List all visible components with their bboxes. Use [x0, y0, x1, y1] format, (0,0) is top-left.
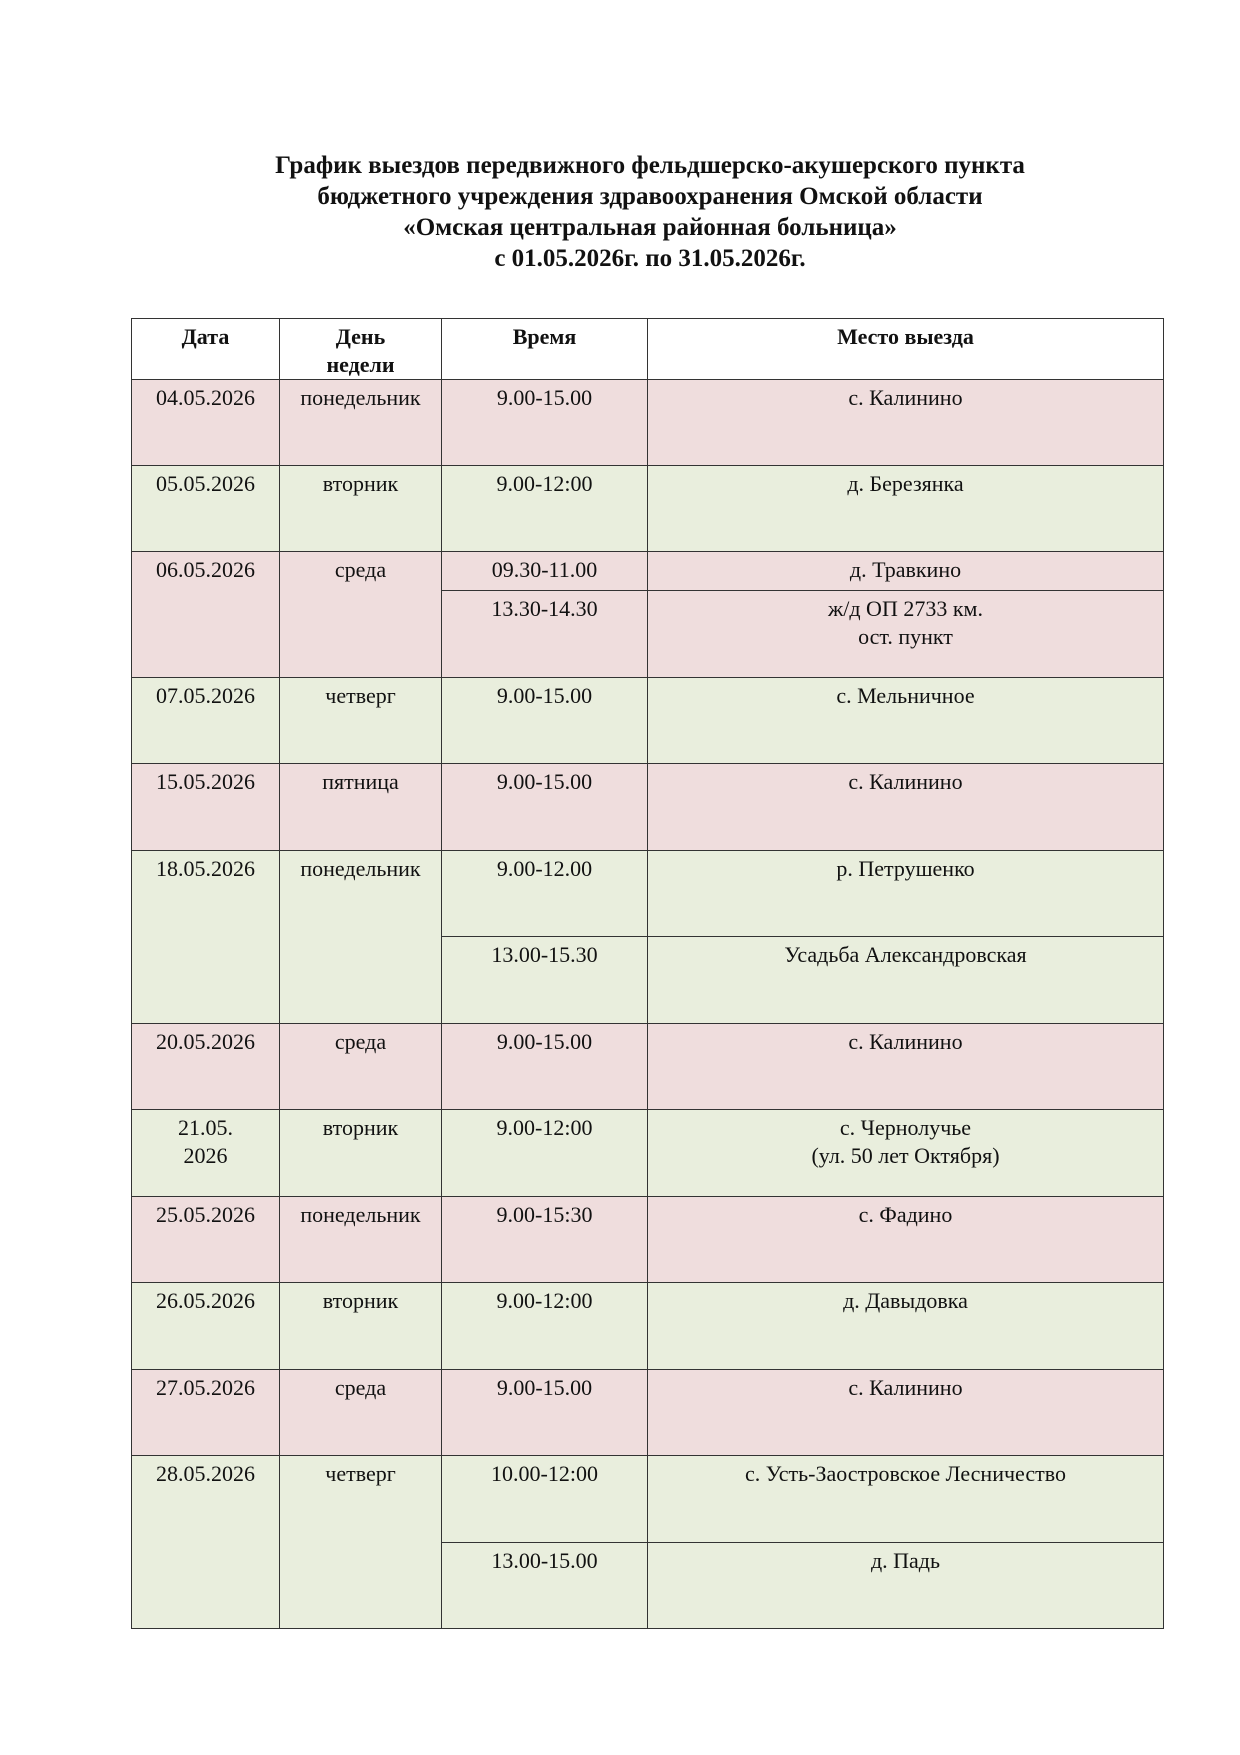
- cell-time: 9.00-12:00: [442, 1283, 648, 1370]
- table-row: [132, 1456, 1164, 1543]
- cell-place: с. Калинино: [648, 380, 1164, 466]
- cell-time: 9.00-15.00: [442, 764, 648, 851]
- cell-time: 9.00-12:00: [442, 466, 648, 552]
- table-row: [132, 1110, 1164, 1197]
- cell-date: 06.05.2026: [132, 552, 280, 678]
- cell-date: 15.05.2026: [132, 764, 280, 851]
- cell-place: д. Травкино: [648, 552, 1164, 591]
- cell-time: 9.00-12.00: [442, 851, 648, 937]
- cell-place: р. Петрушенко: [648, 851, 1164, 937]
- cell-place: д. Падь: [648, 1543, 1164, 1629]
- cell-weekday: четверг: [280, 678, 442, 764]
- header-weekday: День недели: [280, 319, 442, 380]
- cell-date: 18.05.2026: [132, 851, 280, 1024]
- cell-date: 26.05.2026: [132, 1283, 280, 1370]
- table-row: [132, 851, 1164, 937]
- cell-date: 05.05.2026: [132, 466, 280, 552]
- title-line-1: График выездов передвижного фельдшерско-акушерского пункта: [275, 152, 1025, 179]
- cell-date: 07.05.2026: [132, 678, 280, 764]
- cell-place: с. Чернолучье (ул. 50 лет Октября): [648, 1110, 1164, 1197]
- table-row: [132, 1283, 1164, 1370]
- document-title: [130, 150, 1170, 274]
- cell-place: с. Калинино: [648, 1024, 1164, 1110]
- cell-time: 13.00-15.00: [442, 1543, 648, 1629]
- cell-place: д. Березянка: [648, 466, 1164, 552]
- cell-place: Усадьба Александровская: [648, 937, 1164, 1024]
- cell-date: 28.05.2026: [132, 1456, 280, 1629]
- table-row: [132, 764, 1164, 851]
- table-header-row: [132, 319, 1164, 380]
- title-line-2: бюджетного учреждения здравоохранения Омской области: [317, 183, 983, 210]
- cell-time: 9.00-12:00: [442, 1110, 648, 1197]
- cell-weekday: среда: [280, 552, 442, 678]
- table-row: [132, 678, 1164, 764]
- cell-time: 9.00-15.00: [442, 1370, 648, 1456]
- cell-place: с. Усть-Заостровское Лесничество: [648, 1456, 1164, 1543]
- cell-time: 13.00-15.30: [442, 937, 648, 1024]
- cell-time: 9.00-15.00: [442, 678, 648, 764]
- cell-weekday: среда: [280, 1024, 442, 1110]
- cell-time: 9.00-15:30: [442, 1197, 648, 1283]
- cell-weekday: понедельник: [280, 1197, 442, 1283]
- cell-place: с. Мельничное: [648, 678, 1164, 764]
- cell-weekday: понедельник: [280, 380, 442, 466]
- cell-place: ж/д ОП 2733 км. ост. пункт: [648, 591, 1164, 678]
- cell-weekday: пятница: [280, 764, 442, 851]
- table-row: [132, 1197, 1164, 1283]
- cell-time: 9.00-15.00: [442, 380, 648, 466]
- header-date: Дата: [132, 319, 280, 380]
- cell-weekday: вторник: [280, 1283, 442, 1370]
- cell-time: 09.30-11.00: [442, 552, 648, 591]
- cell-date: 04.05.2026: [132, 380, 280, 466]
- header-place: Место выезда: [648, 319, 1164, 380]
- cell-weekday: среда: [280, 1370, 442, 1456]
- header-time: Время: [442, 319, 648, 380]
- title-line-3: «Омская центральная районная больница»: [403, 214, 897, 241]
- cell-time: 13.30-14.30: [442, 591, 648, 678]
- cell-date: 27.05.2026: [132, 1370, 280, 1456]
- cell-weekday: понедельник: [280, 851, 442, 1024]
- cell-place: д. Давыдовка: [648, 1283, 1164, 1370]
- table-row: [132, 1370, 1164, 1456]
- cell-weekday: вторник: [280, 1110, 442, 1197]
- cell-place: с. Фадино: [648, 1197, 1164, 1283]
- cell-weekday: вторник: [280, 466, 442, 552]
- title-line-4: с 01.05.2026г. по 31.05.2026г.: [494, 245, 806, 272]
- cell-time: 9.00-15.00: [442, 1024, 648, 1110]
- table-row: [132, 466, 1164, 552]
- table-row: [132, 380, 1164, 466]
- table-row: [132, 1024, 1164, 1110]
- cell-place: с. Калинино: [648, 1370, 1164, 1456]
- cell-time: 10.00-12:00: [442, 1456, 648, 1543]
- schedule-table: [131, 318, 1164, 1629]
- cell-weekday: четверг: [280, 1456, 442, 1629]
- cell-date: 25.05.2026: [132, 1197, 280, 1283]
- cell-date: 21.05. 2026: [132, 1110, 280, 1197]
- cell-place: с. Калинино: [648, 764, 1164, 851]
- cell-date: 20.05.2026: [132, 1024, 280, 1110]
- table-row: [132, 552, 1164, 591]
